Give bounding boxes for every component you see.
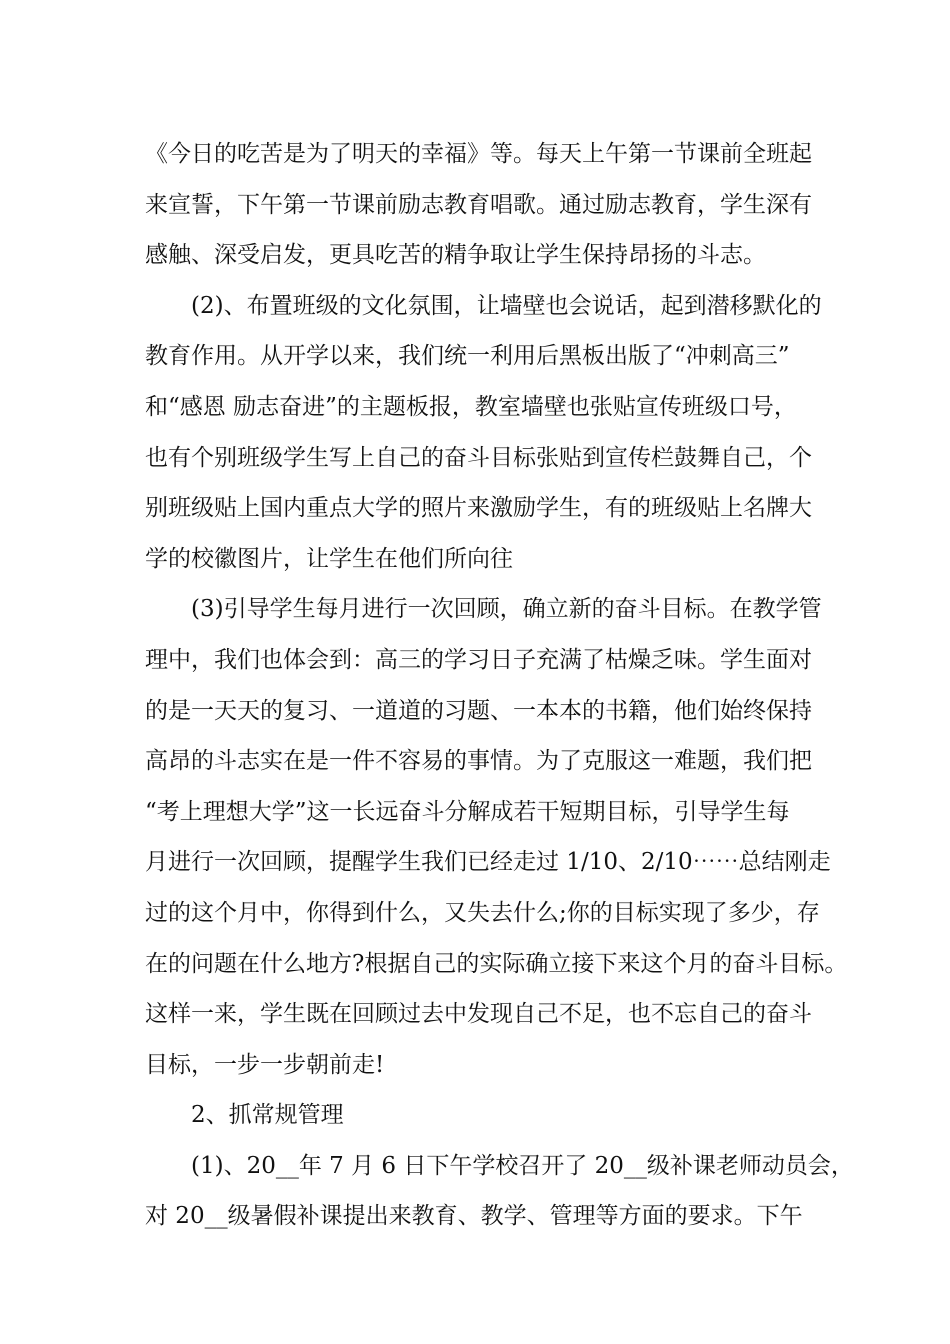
text-line: 教育作用。从开学以来，我们统一利用后黑板出版了“冲刺高三”	[145, 343, 790, 370]
text-line: 别班级贴上国内重点大学的照片来激励学生，有的班级贴上名牌大	[145, 495, 812, 522]
text-line: 在的问题在什么地方?根据自己的实际确立接下来这个月的奋斗目标。	[145, 950, 848, 977]
paragraph-start-line: (2)、布置班级的文化氛围，让墙壁也会说话，起到潜移默化的	[191, 292, 822, 319]
text-line: 来宣誓，下午第一节课前励志教育唱歌。通过励志教育，学生深有	[145, 191, 812, 218]
body-text	[145, 129, 854, 1242]
text-line: 和“感恩 励志奋进”的主题板报，教室墙壁也张贴宣传班级口号，	[145, 393, 797, 420]
text-line: “考上理想大学”这一长远奋斗分解成若干短期目标，引导学生每	[145, 798, 790, 825]
text-line: 《今日的吃苦是为了明天的幸福》等。每天上午第一节课前全班起	[145, 141, 812, 167]
text-line: 对 20__级暑假补课提出来教育、教学、管理等方面的要求。下午	[145, 1203, 803, 1230]
text-line: 目标，一步一步朝前走!	[145, 1051, 385, 1078]
text-line: 也有个别班级学生写上自己的奋斗目标张贴到宣传栏鼓舞自己，个	[145, 444, 812, 471]
text-line: 感触、深受启发，更具吃苦的精争取让学生保持昂扬的斗志。	[145, 242, 766, 269]
paragraph-start-line: (1)、20__年 7 月 6 日下午学校召开了 20__级补课老师动员会，	[191, 1152, 854, 1179]
text-line: 的是一天天的复习、一道道的习题、一本本的书籍，他们始终保持	[145, 697, 812, 724]
text-line: 月进行一次回顾，提醒学生我们已经走过 1/10、2/10⋯⋯总结刚走	[145, 849, 831, 876]
text-line: 这样一来，学生既在回顾过去中发现自己不足，也不忘自己的奋斗	[145, 1001, 812, 1028]
text-line: 高昂的斗志实在是一件不容易的事情。为了克服这一难题，我们把	[145, 748, 812, 775]
text-line: 学的校徽图片，让学生在他们所向往	[145, 545, 513, 572]
text-line: 理中，我们也体会到：高三的学习日子充满了枯燥乏味。学生面对	[145, 646, 812, 673]
section-heading: 2、抓常规管理	[191, 1102, 344, 1129]
text-line: 过的这个月中，你得到什么，又失去什么;你的目标实现了多少，存	[145, 899, 820, 926]
paragraph-start-line: (3)引导学生每月进行一次回顾，确立新的奋斗目标。在教学管	[191, 596, 822, 623]
